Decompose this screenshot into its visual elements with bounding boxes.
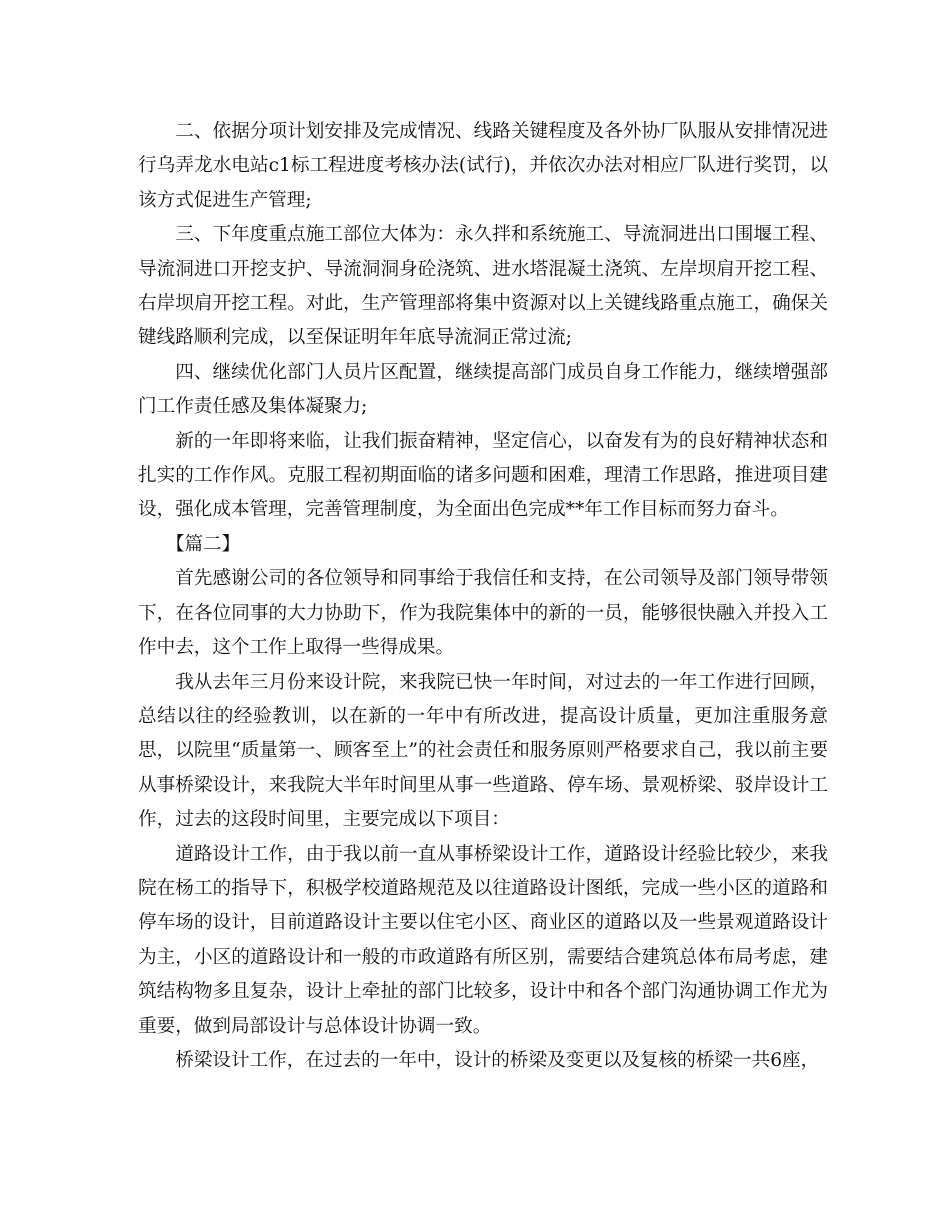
section-heading-part-two: 【篇二】: [165, 533, 241, 555]
paragraph-review: 我从去年三月份来设计院，来我院已快一年时间，对过去的一年工作进行回顾，总结以往的经验教训，以在新的一年中有所改进，提高设计质量，更加注重服务意思，以院里“质量第一、顾客至上”的社会责任和服务原则严格要求自己，我以前主要从事桥梁设计，来我院大半年时间里从事一些道路、停车场、景观桥梁、驳岸设计工作，过去的这段时间里，主要完成以下项目：: [138, 671, 828, 831]
paragraph-thanks: 首先感谢公司的各位领导和同事给于我信任和支持，在公司领导及部门领导带领下，在各位同事的大力协助下，作为我院集体中的新的一员，能够很快融入并投入工作中去，这个工作上取得一些得成果。: [138, 568, 828, 659]
paragraph-section-four: 四、继续优化部门人员片区配置，继续提高部门成员自身工作能力，继续增强部门工作责任感及集体凝聚力;: [138, 361, 828, 418]
paragraph-section-three: 三、下年度重点施工部位大体为：永久拌和系统施工、导流洞进出口围堰工程、导流洞进口开挖支护、导流洞洞身砼浇筑、进水塔混凝土浇筑、左岸坝肩开挖工程、右岸坝肩开挖工程。对此，生产管理部将集中资源对以上关键线路重点施工，确保关键线路顺利完成，以至保证明年年底导流洞正常过流;: [138, 224, 828, 349]
document-body: [138, 115, 828, 1078]
paragraph-bridge-design: 桥梁设计工作，在过去的一年中，设计的桥梁及变更以及复核的桥梁一共6座，: [175, 1049, 820, 1071]
paragraph-road-design: 道路设计工作，由于我以前一直从事桥梁设计工作，道路设计经验比较少，来我院在杨工的指导下，积极学校道路规范及以往道路设计图纸，完成一些小区的道路和停车场的设计，目前道路设计主要以住宅小区、商业区的道路以及一些景观道路设计为主，小区的道路设计和一般的市政道路有所区别，需要结合建筑总体布局考虑，建筑结构物多且复杂，设计上牵扯的部门比较多，设计中和各个部门沟通协调工作尤为重要，做到局部设计与总体设计协调一致。: [138, 843, 828, 1037]
paragraph-section-two: 二、依据分项计划安排及完成情况、线路关键程度及各外协厂队服从安排情况进行乌弄龙水电站c1标工程进度考核办法(试行)，并依次办法对相应厂队进行奖罚，以该方式促进生产管理;: [138, 121, 828, 211]
paragraph-new-year: 新的一年即将来临，让我们振奋精神，坚定信心，以奋发有为的良好精神状态和扎实的工作作风。克服工程初期面临的诸多问题和困难，理清工作思路，推进项目建设，强化成本管理，完善管理制度，为全面出色完成**年工作目标而努力奋斗。: [138, 430, 828, 521]
